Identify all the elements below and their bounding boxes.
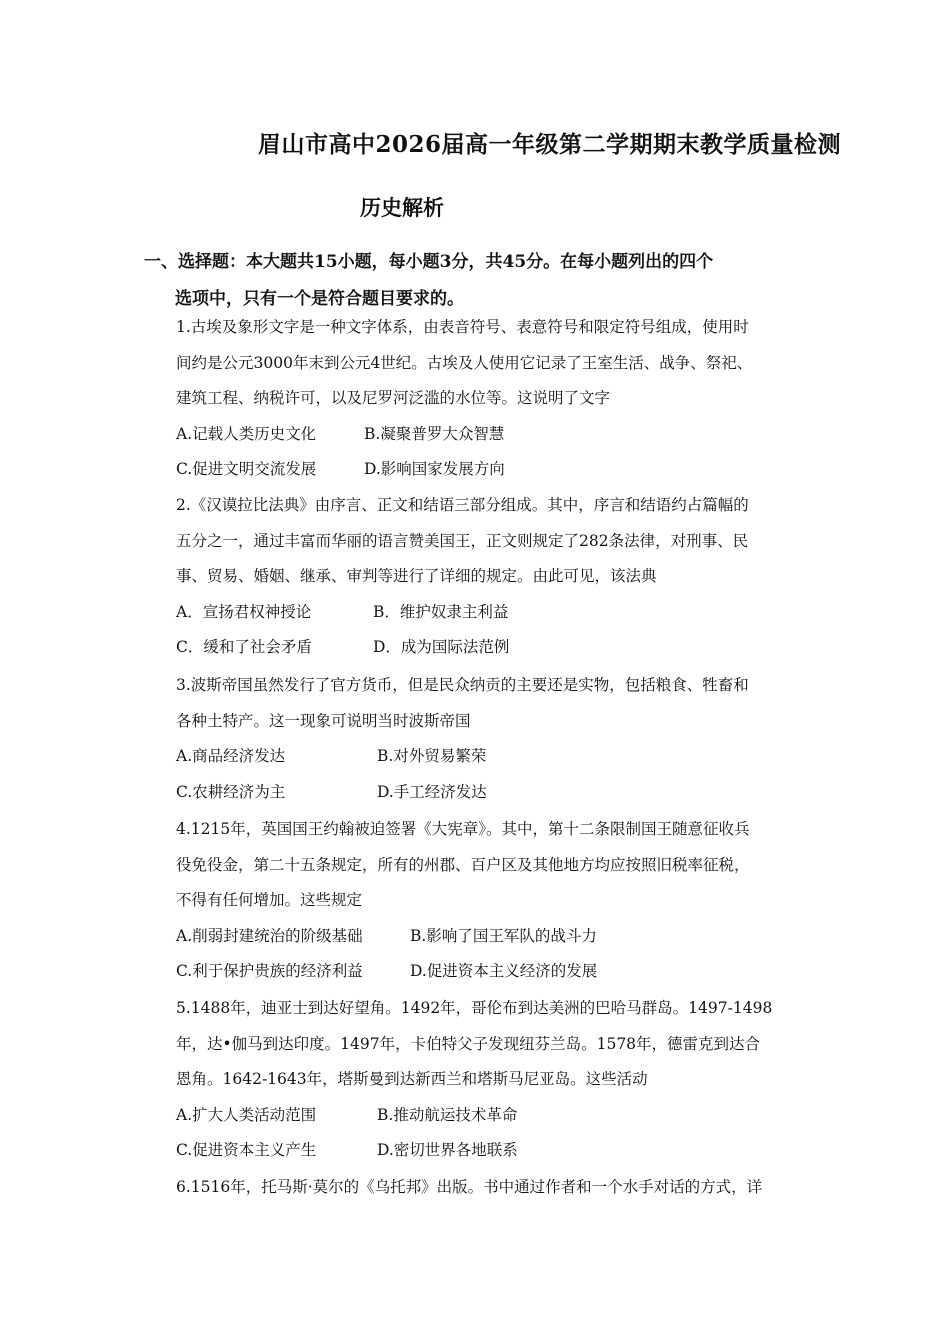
option-row <box>176 1133 808 1169</box>
option-a: A.削弱封建统治的阶级基础 <box>176 926 363 945</box>
option-a: A.记载人类历史文化 <box>176 424 317 443</box>
option-b: B.推动航运技术革命 <box>377 1105 518 1124</box>
option-row <box>176 630 808 666</box>
option-row <box>176 954 808 990</box>
question-text-line: 1.古埃及象形文字是一种文字体系，由表音符号、表意符号和限定符号组成，使用时 <box>176 318 749 336</box>
section-heading <box>144 244 814 318</box>
question-text-line: 建筑工程、纳税许可，以及尼罗河泛滥的水位等。这说明了文字 <box>176 389 611 407</box>
option-b: B.凝聚普罗大众智慧 <box>364 424 505 443</box>
question-5 <box>176 991 808 1169</box>
question-2 <box>176 488 808 666</box>
option-d: D．成为国际法范例 <box>373 638 510 656</box>
option-row <box>176 775 808 811</box>
section-heading-line: 一、选择题：本大题共15小题，每小题3分，共45分。在每小题列出的四个 <box>144 252 714 272</box>
option-a: A.商品经济发达 <box>176 747 286 765</box>
question-3 <box>176 668 808 810</box>
option-a: A.扩大人类活动范围 <box>176 1105 317 1124</box>
option-b: B.对外贸易繁荣 <box>377 747 487 765</box>
question-text-line: 2.《汉谟拉比法典》由序言、正文和结语三部分组成。其中，序言和结语约占篇幅的 <box>176 496 749 514</box>
option-c: C.利于保护贵族的经济利益 <box>176 962 363 980</box>
question-text-line: 役免役金，第二十五条规定，所有的州郡、百户区及其他地方均应按照旧税率征税， <box>176 855 750 874</box>
question-text-line: 不得有任何增加。这些规定 <box>176 891 363 909</box>
question-text-line: 5.1488年，迪亚士到达好望角。1492年，哥伦布到达美洲的巴哈马群岛。1497-1498 <box>176 999 773 1017</box>
option-b: B.影响了国王军队的战斗力 <box>410 926 597 945</box>
question-text-line: 3.波斯帝国虽然发行了官方货币，但是民众纳贡的主要还是实物，包括粮食、牲畜和 <box>176 676 749 694</box>
option-d: D.密切世界各地联系 <box>377 1141 518 1159</box>
option-row <box>176 452 808 488</box>
question-4 <box>176 812 808 990</box>
option-d: D.促进资本主义经济的发展 <box>410 962 598 980</box>
option-a: A．宣扬君权神授论 <box>176 602 312 621</box>
page-subtitle: 历史解析 <box>360 195 444 220</box>
page-title: 眉山市高中2026届高一年级第二学期期末教学质量检测 <box>258 131 842 158</box>
question-text-line: 五分之一，通过丰富而华丽的语言赞美国王，正文则规定了282条法律，对刑事、民 <box>176 531 749 550</box>
question-text-line: 各种土特产。这一现象可说明当时波斯帝国 <box>176 711 471 730</box>
option-row <box>176 919 808 955</box>
section-heading-line: 选项中，只有一个是符合题目要求的。 <box>175 289 464 309</box>
question-text-line: 年，达•伽马到达印度。1497年，卡伯特父子发现纽芬兰岛。1578年，德雷克到达合 <box>176 1034 761 1053</box>
question-text-line: 事、贸易、婚姻、继承、审判等进行了详细的规定。由此可见，该法典 <box>176 567 657 585</box>
question-text-line: 间约是公元3000年末到公元4世纪。古埃及人使用它记录了王室生活、战争、祭祀、 <box>176 353 753 372</box>
question-text-line: 6.1516年，托马斯·莫尔的《乌托邦》出版。书中通过作者和一个水手对话的方式，详 <box>176 1178 763 1196</box>
question-6 <box>176 1170 808 1206</box>
option-b: B．维护奴隶主利益 <box>373 602 509 621</box>
option-c: C．缓和了社会矛盾 <box>176 638 312 656</box>
option-d: D.影响国家发展方向 <box>364 460 505 478</box>
question-text-line: 4.1215年，英国国王约翰被迫签署《大宪章》。其中，第十二条限制国王随意征收兵 <box>176 820 750 838</box>
option-c: C.促进资本主义产生 <box>176 1141 317 1159</box>
question-1 <box>176 310 808 488</box>
question-text-line: 恩角。1642-1643年，塔斯曼到达新西兰和塔斯马尼亚岛。这些活动 <box>176 1070 648 1088</box>
option-row <box>176 739 808 775</box>
option-c: C.农耕经济为主 <box>176 782 286 801</box>
option-row <box>176 1098 808 1134</box>
option-row <box>176 595 808 631</box>
option-row <box>176 417 808 453</box>
option-d: D.手工经济发达 <box>377 782 487 801</box>
option-c: C.促进文明交流发展 <box>176 460 317 478</box>
